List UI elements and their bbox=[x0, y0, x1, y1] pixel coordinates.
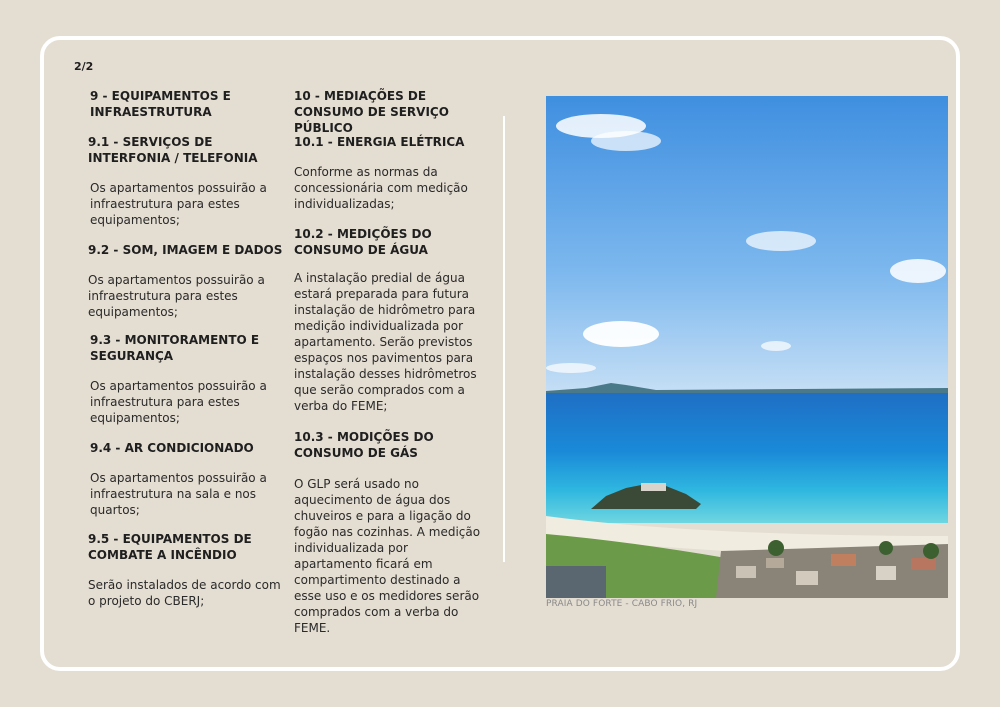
section-heading-9-4: 9.4 - AR CONDICIONADO bbox=[90, 441, 254, 455]
page-number: 2/2 bbox=[74, 60, 94, 73]
section-heading-10-2: 10.2 - MEDIÇÕES DO CONSUMO DE ÁGUA bbox=[294, 227, 432, 257]
section-heading-10-1: 10.1 - ENERGIA ELÉTRICA bbox=[294, 135, 465, 149]
section-text-9-4: Os apartamentos possuirão a infraestrutura na sala e nos quartos; bbox=[90, 471, 267, 517]
section-text-10-1: Conforme as normas da concessionária com medição individualizadas; bbox=[294, 165, 468, 211]
section-text-9-3: Os apartamentos possuirão a infraestrutura para estes equipamentos; bbox=[90, 379, 267, 425]
section-text-9-5: Serão instalados de acordo com o projeto do CBERJ; bbox=[88, 578, 281, 608]
section-text-10-3: O GLP será usado no aquecimento de água dos chuveiros e para a ligação do fogão nas cozinhas. A medição individualizada por apartamento ficará em compartimento destinado a esse uso e os medidores serão comprados com a verba do FEME. bbox=[294, 477, 481, 635]
section-text-9-1: Os apartamentos possuirão a infraestrutura para estes equipamentos; bbox=[90, 181, 267, 227]
column-divider bbox=[503, 116, 505, 562]
section-heading-10-3: 10.3 - MODIÇÕES DO CONSUMO DE GÁS bbox=[294, 430, 434, 460]
section-text-9-2: Os apartamentos possuirão a infraestrutura para estes equipamentos; bbox=[88, 273, 265, 319]
photo-caption: PRAIA DO FORTE - CABO FRIO, RJ bbox=[546, 599, 698, 609]
section-heading-10: 10 - MEDIAÇÕES DE CONSUMO DE SERVIÇO PÚBLICO bbox=[294, 89, 449, 135]
section-heading-9-1: 9.1 - SERVIÇOS DE INTERFONIA / TELEFONIA bbox=[88, 135, 258, 165]
section-heading-9-2: 9.2 - SOM, IMAGEM E DADOS bbox=[88, 243, 283, 257]
beach-photo bbox=[546, 96, 948, 598]
content-frame bbox=[40, 36, 960, 671]
section-heading-9: 9 - EQUIPAMENTOS E INFRAESTRUTURA bbox=[90, 89, 231, 119]
section-heading-9-3: 9.3 - MONITORAMENTO E SEGURANÇA bbox=[90, 333, 260, 363]
section-heading-9-5: 9.5 - EQUIPAMENTOS DE COMBATE A INCÊNDIO bbox=[88, 532, 252, 562]
section-text-10-2: A instalação predial de água estará preparada para futura instalação de hidrômetro para medição individualizada por apartamento. Serão previstos espaços nos pavimentos para instalação desses hidrômetros que serão comprados com a verba do FEME; bbox=[294, 271, 477, 413]
